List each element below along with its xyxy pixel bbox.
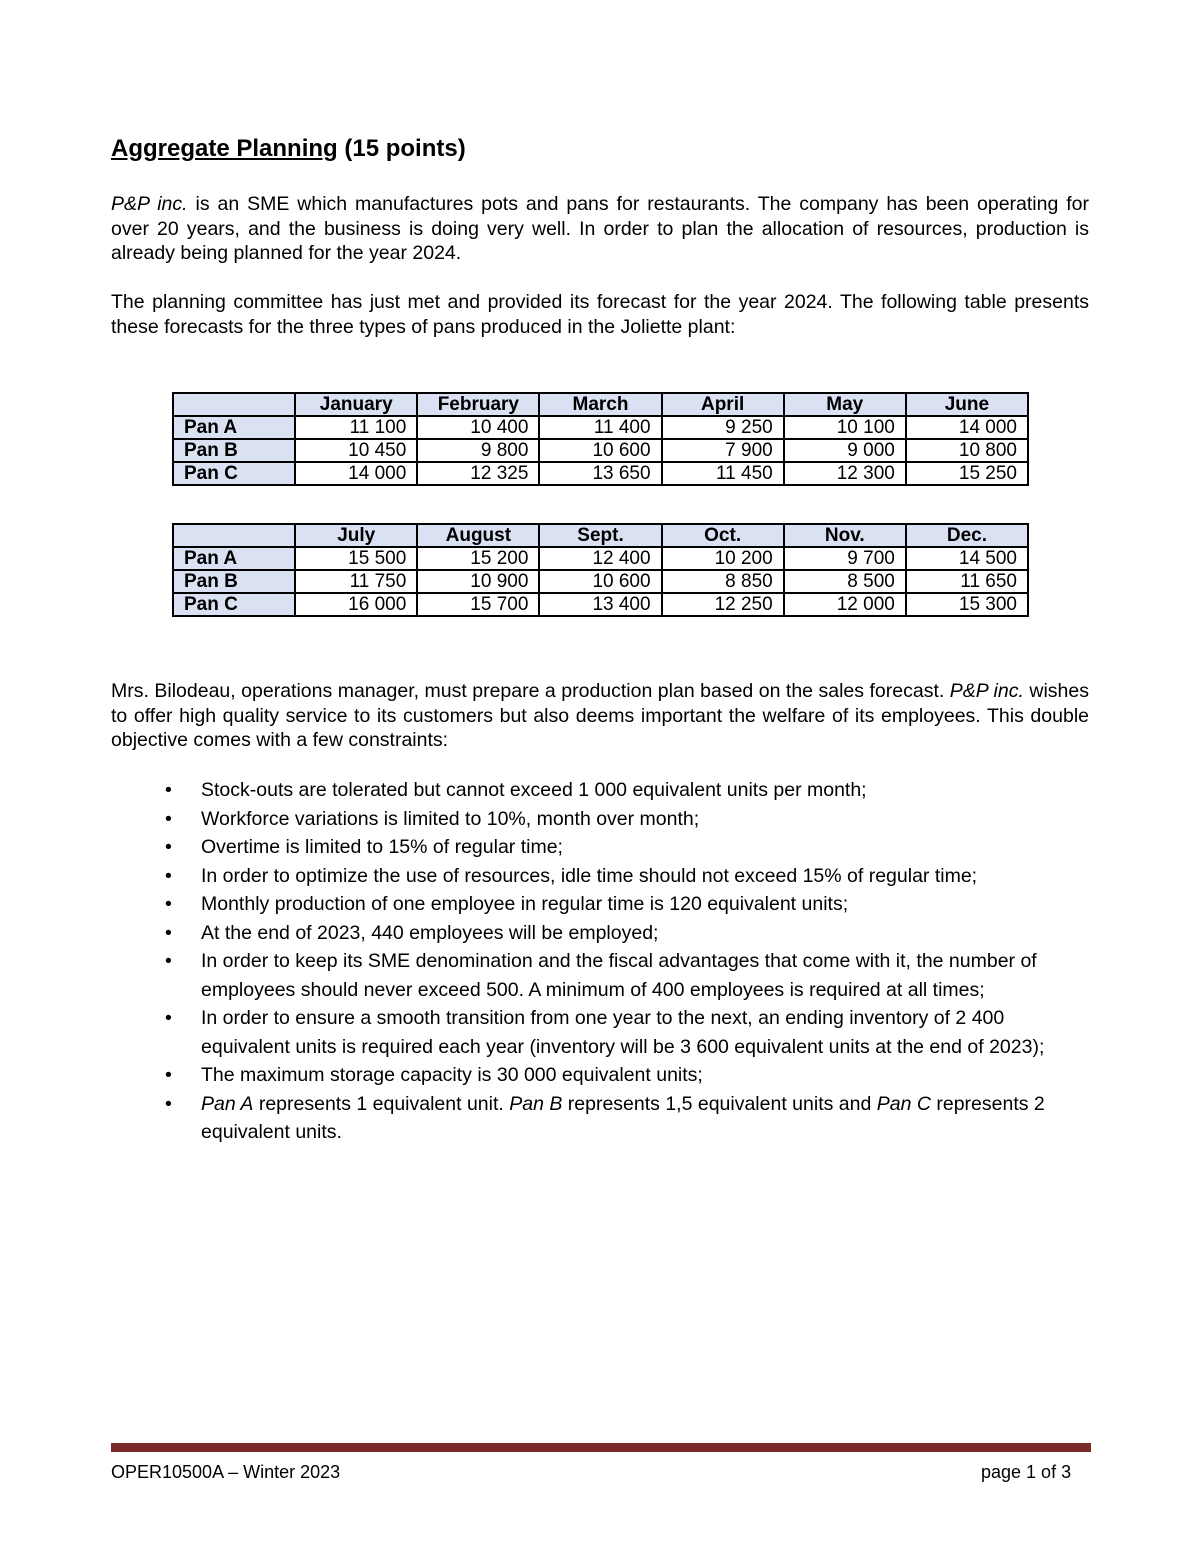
bullet-icon: • [165,950,172,972]
table-corner-cell [173,393,295,416]
table-row [173,416,1028,439]
bullet-icon: • [165,893,172,915]
footer-divider [111,1443,1091,1452]
bullet-icon: • [165,921,172,944]
column-header: May [784,393,906,416]
table-cell: 8 850 [662,570,784,593]
list-item [111,862,1089,891]
table-cell: 11 450 [662,462,784,485]
table-cell: 15 250 [906,462,1028,485]
row-label: Pan B [173,570,295,593]
column-header: Dec. [906,524,1028,547]
table-cell: 14 000 [906,416,1028,439]
table-row [173,462,1028,485]
table-cell: 15 200 [417,547,539,570]
footer-course: OPER10500A – Winter 2023 [111,1462,341,1482]
list-item [111,890,1089,919]
table-cell: 13 650 [539,462,661,485]
table-header-row [173,524,1028,547]
list-item [111,805,1089,834]
column-header: January [295,393,417,416]
row-label: Pan C [173,462,295,485]
table-cell: 10 900 [417,570,539,593]
constraint-text: In order to keep its SME denomination and the fiscal advantages that come with it, the number of employees should never exceed 500. A minimum of 400 employees is required at all times; [201,950,1037,1001]
table-cell: 11 400 [539,416,661,439]
constraint-text: At the end of 2023, 440 employees will be employed; [201,921,659,944]
table-row [173,439,1028,462]
table-cell: 11 650 [906,570,1028,593]
column-header: February [417,393,539,416]
column-header: July [295,524,417,547]
table-cell: 9 700 [784,547,906,570]
constraints-list [111,776,1089,1147]
constraint-text: represents 1 equivalent unit. [253,1092,510,1115]
table-cell: 9 250 [662,416,784,439]
table-cell: 12 400 [539,547,661,570]
table-cell: 12 000 [784,593,906,616]
footer-page-number: page 1 of 3 [981,1462,1072,1482]
constraint-text: represents 2 equivalent units. [201,1092,1045,1143]
forecast-table-jul-dec [172,523,1029,617]
pan-b-name: Pan B [509,1092,563,1115]
constraint-text: In order to optimize the use of resources, idle time should not exceed 15% of regular time; [201,864,978,887]
table-cell: 10 600 [539,570,661,593]
constraint-text: Overtime is limited to 15% of regular time; [201,836,563,858]
table-cell: 10 400 [417,416,539,439]
bullet-icon: • [165,1007,172,1029]
table-cell: 10 600 [539,439,661,462]
table-cell: 12 300 [784,462,906,485]
row-label: Pan A [173,416,295,439]
table-cell: 15 300 [906,593,1028,616]
list-item [111,833,1089,862]
table-cell: 14 000 [295,462,417,485]
list-item [111,1090,1089,1147]
column-header: March [539,393,661,416]
bullet-icon: • [165,779,172,801]
table-cell: 15 700 [417,593,539,616]
bullet-icon: • [165,864,172,887]
table-row [173,547,1028,570]
column-header: Nov. [784,524,906,547]
intro-paragraph [111,192,1089,266]
table-cell: 10 450 [295,439,417,462]
table-cell: 15 500 [295,547,417,570]
table-cell: 13 400 [539,593,661,616]
list-item [111,947,1089,1004]
list-item [111,1004,1089,1061]
column-header: April [662,393,784,416]
row-label: Pan B [173,439,295,462]
list-item [111,1061,1089,1090]
constraint-text: Workforce variations is limited to 10%, month over month; [201,807,700,830]
list-item [111,776,1089,805]
bullet-icon: • [165,1064,172,1086]
row-label: Pan C [173,593,295,616]
manager-text-2: wishes to offer high quality service to its customers but also deems important the welfare of its employees. This double objective comes with a few constraints: [111,680,1089,751]
list-item [111,919,1089,948]
table-row [173,570,1028,593]
table-corner-cell [173,524,295,547]
company-name: P&P inc. [949,680,1024,702]
company-name: P&P inc. [111,193,188,215]
manager-paragraph [111,679,1089,753]
page-title [111,133,466,165]
constraint-text: The maximum storage capacity is 30 000 equivalent units; [201,1064,703,1086]
intro-text: is an SME which manufactures pots and pans for restaurants. The company has been operating for over 20 years, and the business is doing very well. In order to plan the allocation of resources, production is already being planned for the year 2024. [111,193,1089,264]
table-cell: 12 325 [417,462,539,485]
title-main: Aggregate Planning [111,135,338,162]
constraint-text: represents 1,5 equivalent units and [562,1092,877,1115]
constraint-text: In order to ensure a smooth transition from one year to the next, an ending inventory of 2 400 equivalent units is required each year (inventory will be 3 600 equivalent units at the end of 2023); [201,1007,1045,1058]
table-cell: 11 750 [295,570,417,593]
column-header: June [906,393,1028,416]
column-header: Oct. [662,524,784,547]
table-cell: 9 800 [417,439,539,462]
table-cell: 11 100 [295,416,417,439]
column-header: Sept. [539,524,661,547]
forecast-table-jan-jun [172,392,1029,486]
manager-text-1: Mrs. Bilodeau, operations manager, must prepare a production plan based on the sales forecast. [111,680,950,702]
pan-a-name: Pan A [201,1092,254,1115]
table-row [173,593,1028,616]
row-label: Pan A [173,547,295,570]
table-cell: 12 250 [662,593,784,616]
table-cell: 14 500 [906,547,1028,570]
constraint-text: Monthly production of one employee in regular time is 120 equivalent units; [201,893,849,915]
committee-paragraph: The planning committee has just met and provided its forecast for the year 2024. The following table presents these forecasts for the three types of pans produced in the Joliette plant: [111,291,1089,338]
table-cell: 10 200 [662,547,784,570]
table-header-row [173,393,1028,416]
table-cell: 16 000 [295,593,417,616]
column-header: August [417,524,539,547]
table-cell: 8 500 [784,570,906,593]
table-cell: 9 000 [784,439,906,462]
table-cell: 7 900 [662,439,784,462]
pan-c-name: Pan C [876,1092,931,1115]
constraint-text: Stock-outs are tolerated but cannot exceed 1 000 equivalent units per month; [201,779,867,801]
title-points: (15 points) [337,135,466,162]
bullet-icon: • [165,836,172,858]
table-cell: 10 100 [784,416,906,439]
bullet-icon: • [165,807,172,830]
bullet-icon: • [165,1092,172,1115]
table-cell: 10 800 [906,439,1028,462]
